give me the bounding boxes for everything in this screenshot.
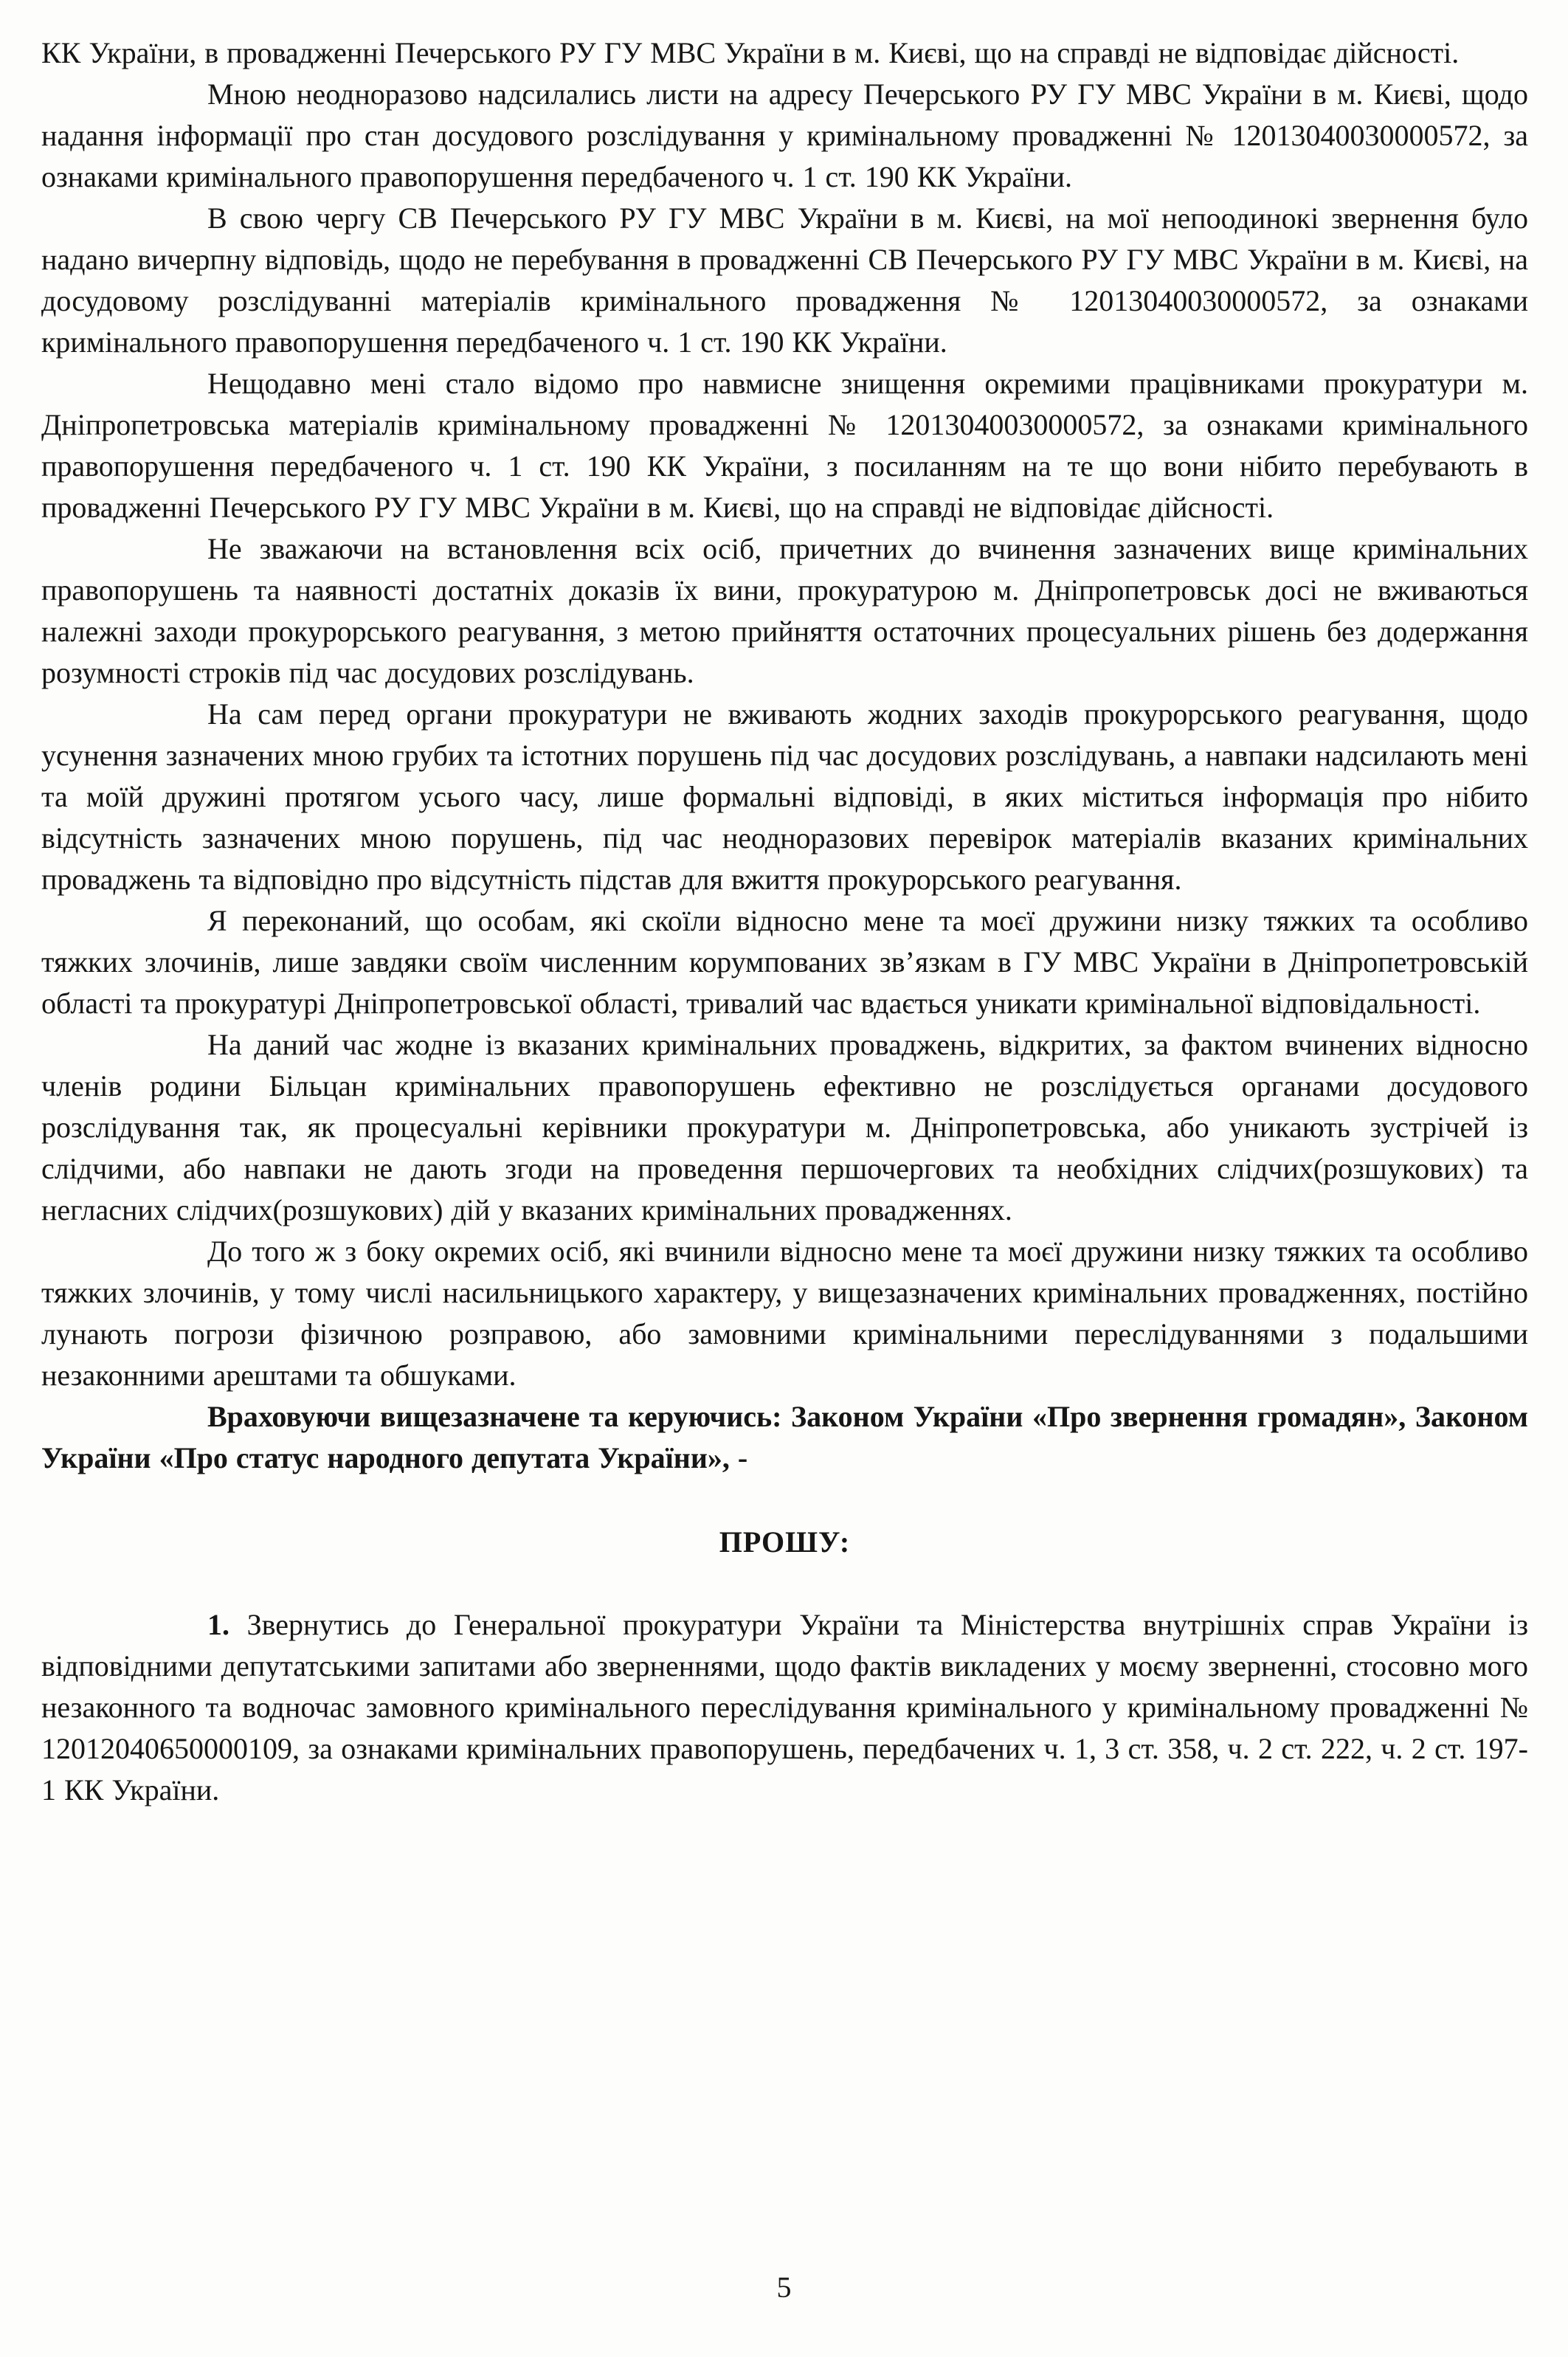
paragraph: Мною неодноразово надсилались листи на адресу Печерського РУ ГУ МВС України в м. Києві, щодо надання інформації про стан досудового розслідування у кримінальному провадженні № 12013040030000572, за ознаками кримінального правопорушення передбаченого ч. 1 ст. 190 КК України. [41, 77, 1528, 193]
paragraph: До того ж з боку окремих осіб, які вчинили відносно мене та моєї дружини низку тяжких та особливо тяжких злочинів, у тому числі насильницького характеру, у вищезазначених кримінальних провадженнях, постійно лунають погрози фізичною розправою, або замовними кримінальними переслідуваннями з подальшими незаконними арештами та обшуками. [41, 1235, 1528, 1392]
paragraph: На даний час жодне із вказаних кримінальних проваджень, відкритих, за фактом вчинених відносно членів родини Більцан кримінальних правопорушень ефективно не розслідується органами досудового розслідування так, як процесуальні керівники прокуратури м. Дніпропетровська, або уникають зустрічей із слідчими, або навпаки не дають згоди на проведення першочергових та необхідних слідчих(розшукових) та негласних слідчих(розшукових) дій у вказаних кримінальних провадженнях. [41, 1028, 1528, 1226]
paragraph: Не зважаючи на встановлення всіх осіб, причетних до вчинення зазначених вище кримінальних правопорушень та наявності достатніх доказів їх вини, прокуратурою м. Дніпропетровськ досі не вживаються належні заходи прокурорського реагування, з метою прийняття остаточних процесуальних рішень без додержання розумності строків під час досудових розслідувань. [41, 532, 1528, 689]
paragraph: Я переконаний, що особам, які скоїли відносно мене та моєї дружини низку тяжких та особливо тяжких злочинів, лише завдяки своїм численним корумпованих зв’язкам в ГУ МВС України в Дніпропетровській області та прокуратурі Дніпропетровської області, тривалий час вдається уникати кримінальної відповідальності. [41, 904, 1528, 1020]
paragraph: Нещодавно мені стало відомо про навмисне знищення окремими працівниками прокуратури м. Дніпропетровська матеріалів кримінальному провадженні № 12013040030000572, за ознаками кримінального правопорушення передбаченого ч. 1 ст. 190 КК України, з посиланням на те що вони нібито перебувають в провадженні Печерського РУ ГУ МВС України в м. Києві, що на справді не відповідає дійсності. [41, 367, 1528, 524]
paragraph: На сам перед органи прокуратури не вживають жодних заходів прокурорського реагування, щодо усунення зазначених мною грубих та істотних порушень під час досудових розслідувань, а навпаки надсилають мені та моїй дружині протягом усього часу, лише формальні відповіді, в яких міститься інформація про нібито відсутність зазначених мною порушень, під час неодноразових перевірок матеріалів вказаних кримінальних проваджень та відповідно про відсутність підстав для вжиття прокурорського реагування. [41, 697, 1528, 896]
document-body [41, 32, 1528, 1811]
paragraph: В свою чергу СВ Печерського РУ ГУ МВС України в м. Києві, на мої непоодинокі звернення було надано вичерпну відповідь, щодо не перебування в провадженні СВ Печерського РУ ГУ МВС України в м. Києві, на досудовому розслідуванні матеріалів кримінального провадження № 12013040030000572, за ознаками кримінального правопорушення передбаченого ч. 1 ст. 190 КК України. [41, 201, 1528, 359]
page-number: 5 [776, 2271, 792, 2304]
paragraph: КК України, в провадженні Печерського РУ ГУ МВС України в м. Києві, що на справді не відповідає дійсності. [41, 36, 1460, 69]
document-heading: ПРОШУ: [719, 1525, 851, 1559]
paragraph: Враховуючи вищезазначене та керуючись: Законом України «Про звернення громадян», Законом України «Про статус народного депутата України», - [41, 1400, 1528, 1474]
paragraph: 1. Звернутись до Генеральної прокуратури України та Міністерства внутрішніх справ України із відповідними депутатськими запитами або зверненнями, щодо фактів викладених у моєму зверненні, стосовно мого незаконного та водночас замовного кримінального переслідування кримінального у кримінальному провадженні № 12012040650000109, за ознаками кримінальних правопорушень, передбачених ч. 1, 3 ст. 358, ч. 2 ст. 222, ч. 2 ст. 197-1 КК України. [41, 1608, 1529, 1806]
paragraph-number: 1. [207, 1608, 247, 1641]
